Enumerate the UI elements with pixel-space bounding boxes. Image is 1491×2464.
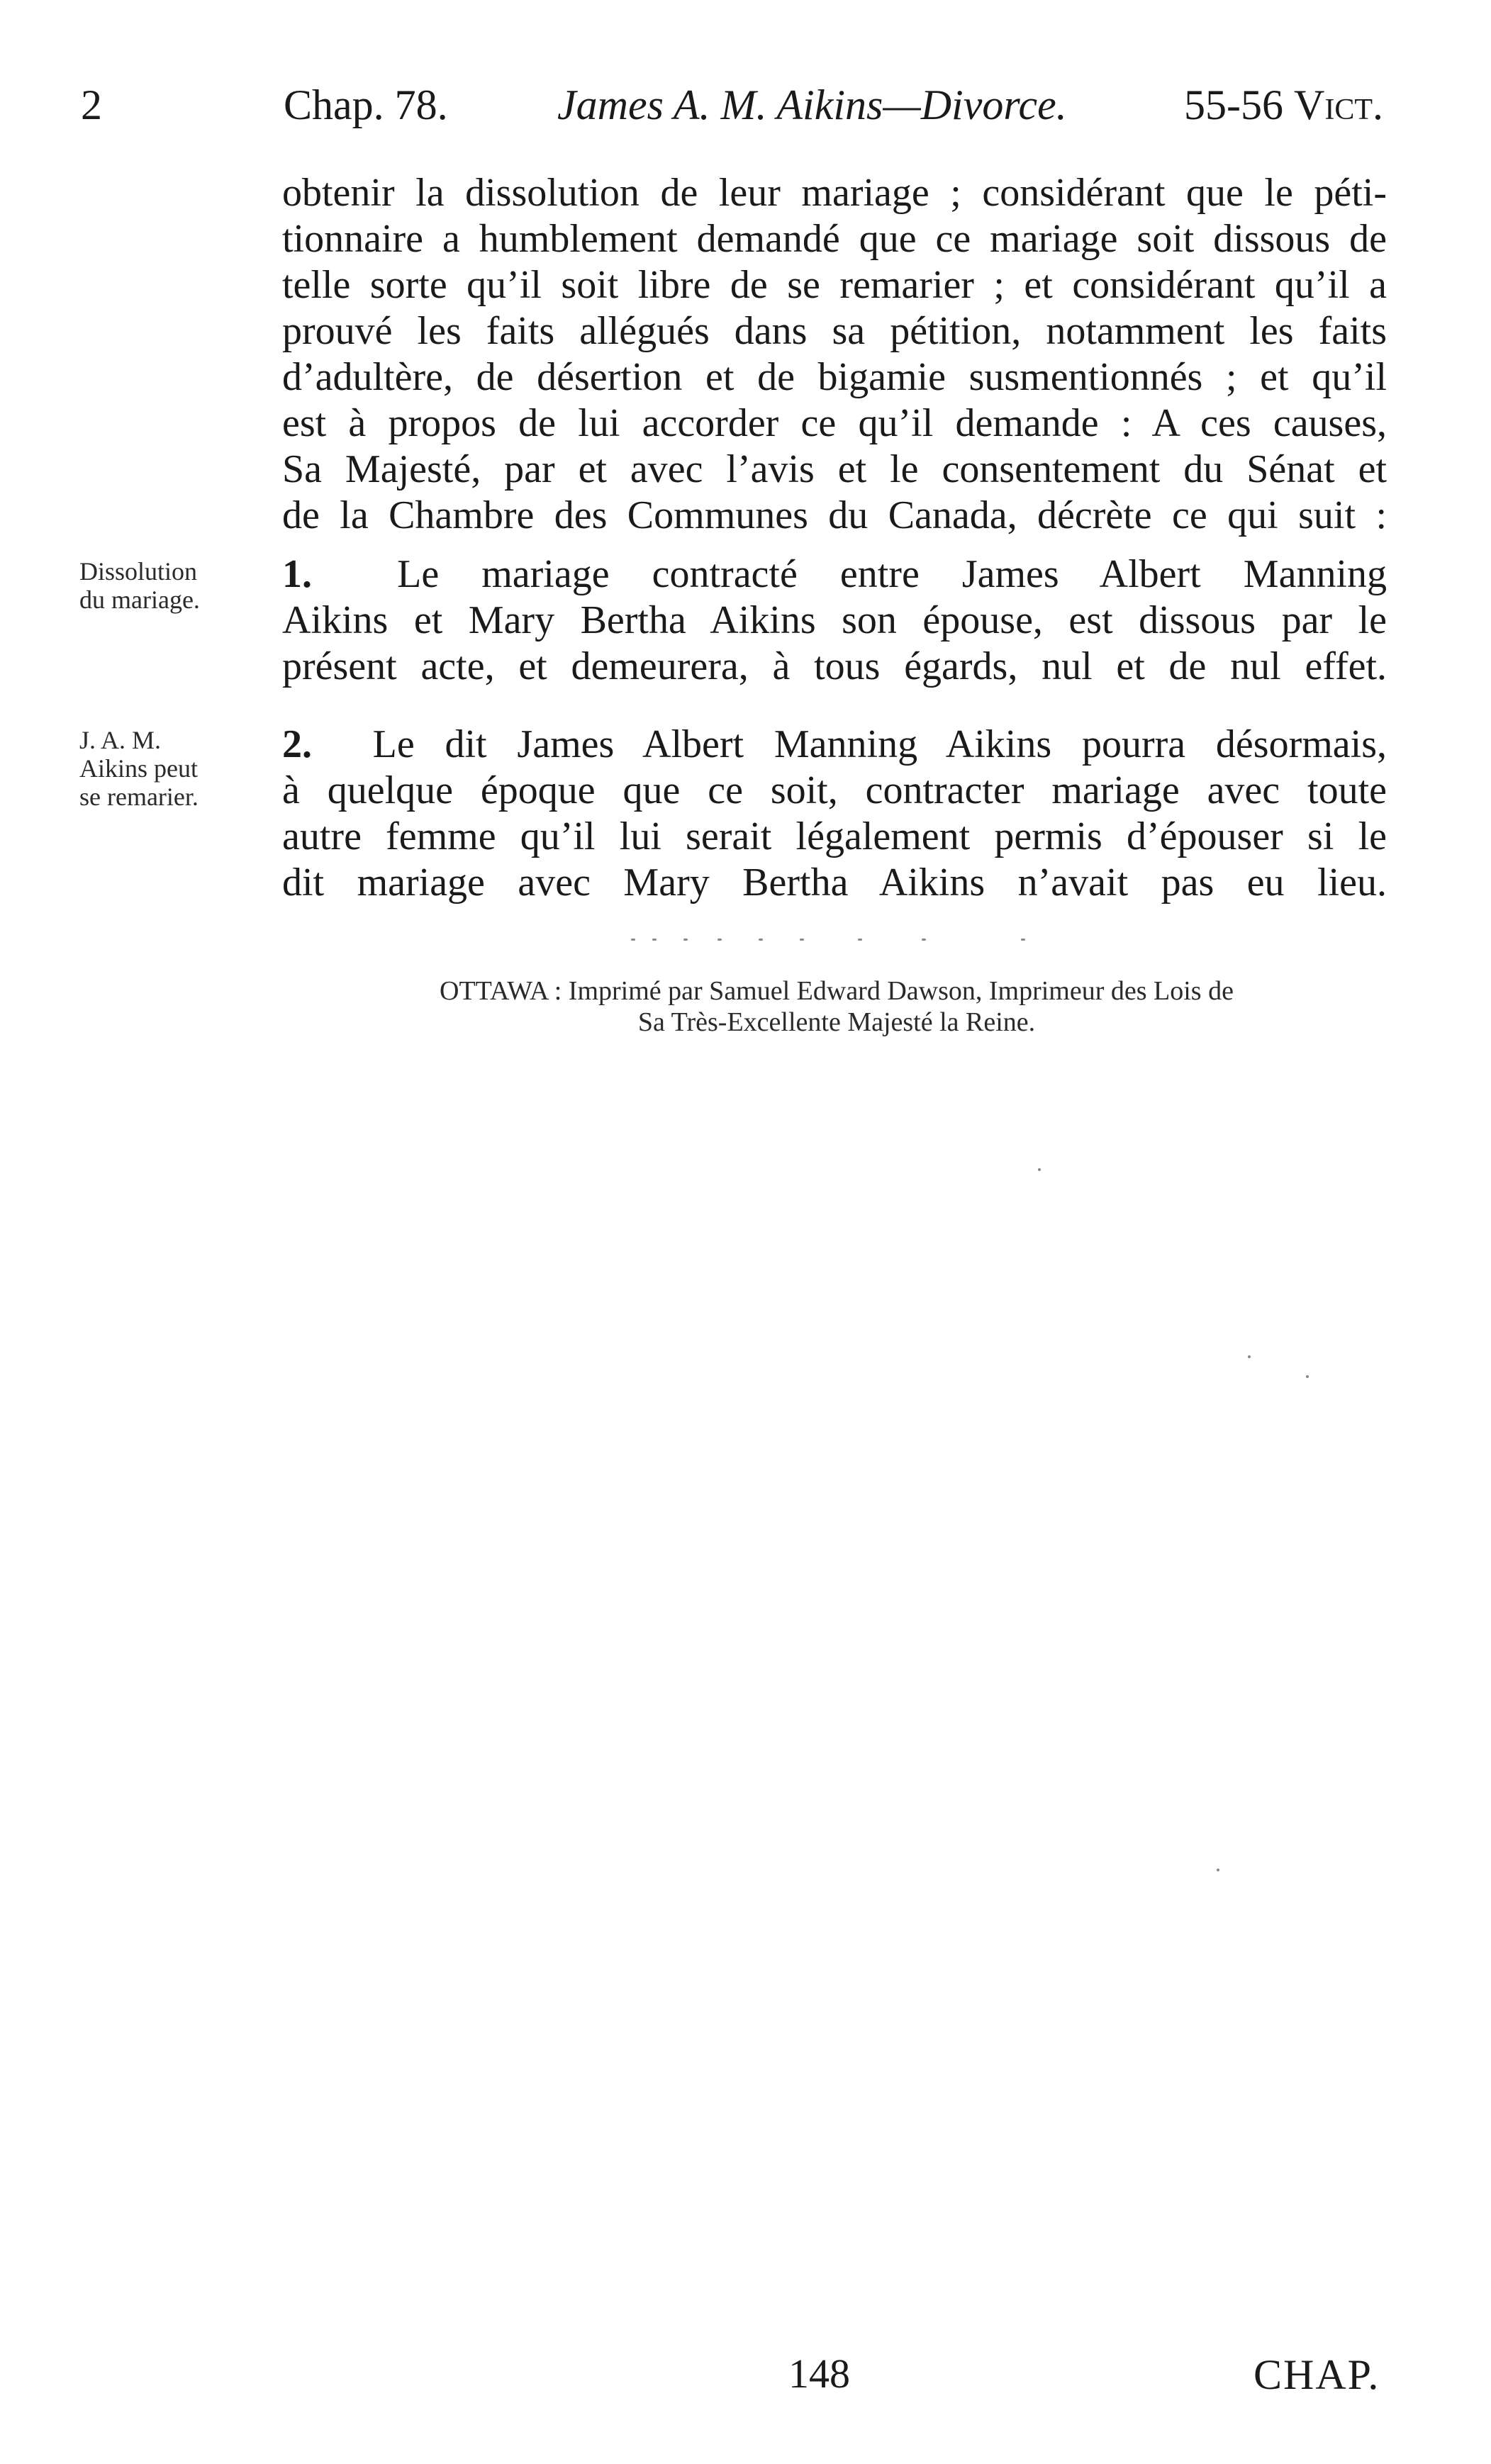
margin-note-line: du mariage. [79, 586, 200, 614]
section-line: présent acte, et demeurera, à tous égards, nul et de nul effet. [282, 644, 1387, 688]
scan-speck [1217, 1869, 1219, 1871]
section-number: 1. [282, 552, 312, 596]
imprint-line-2: Sa Très-Excellente Majesté la Reine. [637, 1007, 1036, 1037]
regnal-year [1184, 84, 1383, 126]
section-first-line [282, 551, 1387, 598]
page-number-footer: 148 [788, 2351, 850, 2397]
separator-rule [624, 937, 1049, 943]
section-text: Le mariage contracté entre James Albert Manning [397, 552, 1387, 596]
preamble-line: tionnaire a humblement demandé que ce mariage soit dissous de [282, 217, 1387, 261]
catchword: CHAP. [1253, 2351, 1380, 2398]
preamble-line: de la Chambre des Communes du Canada, décrète ce qui suit : [282, 493, 1387, 537]
preamble-line: Sa Majesté, par et avec l’avis et le consentement du Sénat et [282, 447, 1387, 491]
margin-note-line: J. A. M. [79, 726, 162, 754]
margin-note-line: se remarier. [79, 783, 199, 811]
section-number: 2. [282, 722, 312, 766]
scan-speck [1038, 1168, 1041, 1171]
section-line: Aikins et Mary Bertha Aikins son épouse, est dissous par le [282, 598, 1387, 642]
margin-note-line: Aikins peut [79, 754, 198, 783]
preamble-line: est à propos de lui accorder ce qu’il demande : A ces causes, [282, 401, 1387, 445]
preamble-line: telle sorte qu’il soit libre de se remarier ; et considérant qu’il a [282, 263, 1387, 307]
act-title: James A. M. Aikins—Divorce. [557, 82, 1067, 128]
preamble-line: prouvé les faits allégués dans sa pétition, notamment les faits [282, 309, 1387, 353]
margin-note-section-1 [79, 557, 250, 614]
margin-note-section-2 [79, 726, 250, 811]
section-line: dit mariage avec Mary Bertha Aikins n’avait pas eu lieu. [282, 861, 1387, 905]
chapter-number: Chap. 78. [284, 82, 448, 128]
margin-note-line: Dissolution [79, 557, 198, 586]
page-number-header: 2 [81, 82, 102, 128]
printer-imprint [269, 975, 1404, 1038]
section-1 [282, 551, 1387, 690]
section-line: autre femme qu’il lui serait légalement permis d’épouser si le [282, 814, 1387, 858]
preamble-line: obtenir la dissolution de leur mariage ; considérant que le péti- [282, 171, 1387, 215]
regnal-year-numbers: 55-56 [1184, 82, 1294, 128]
regnal-year-vict: Vict. [1294, 82, 1383, 128]
scan-speck [1248, 1355, 1251, 1358]
section-first-line [282, 722, 1387, 768]
section-line: à quelque époque que ce soit, contracter mariage avec toute [282, 768, 1387, 812]
imprint-line-1: OTTAWA : Imprimé par Samuel Edward Dawson, Imprimeur des Lois de [440, 976, 1234, 1006]
preamble-line: d’adultère, de désertion et de bigamie susmentionnés ; et qu’il [282, 355, 1387, 399]
section-text: Le dit James Albert Manning Aikins pourra désormais, [372, 722, 1387, 766]
section-2 [282, 722, 1387, 906]
scan-speck [1306, 1375, 1309, 1378]
preamble [282, 170, 1387, 539]
